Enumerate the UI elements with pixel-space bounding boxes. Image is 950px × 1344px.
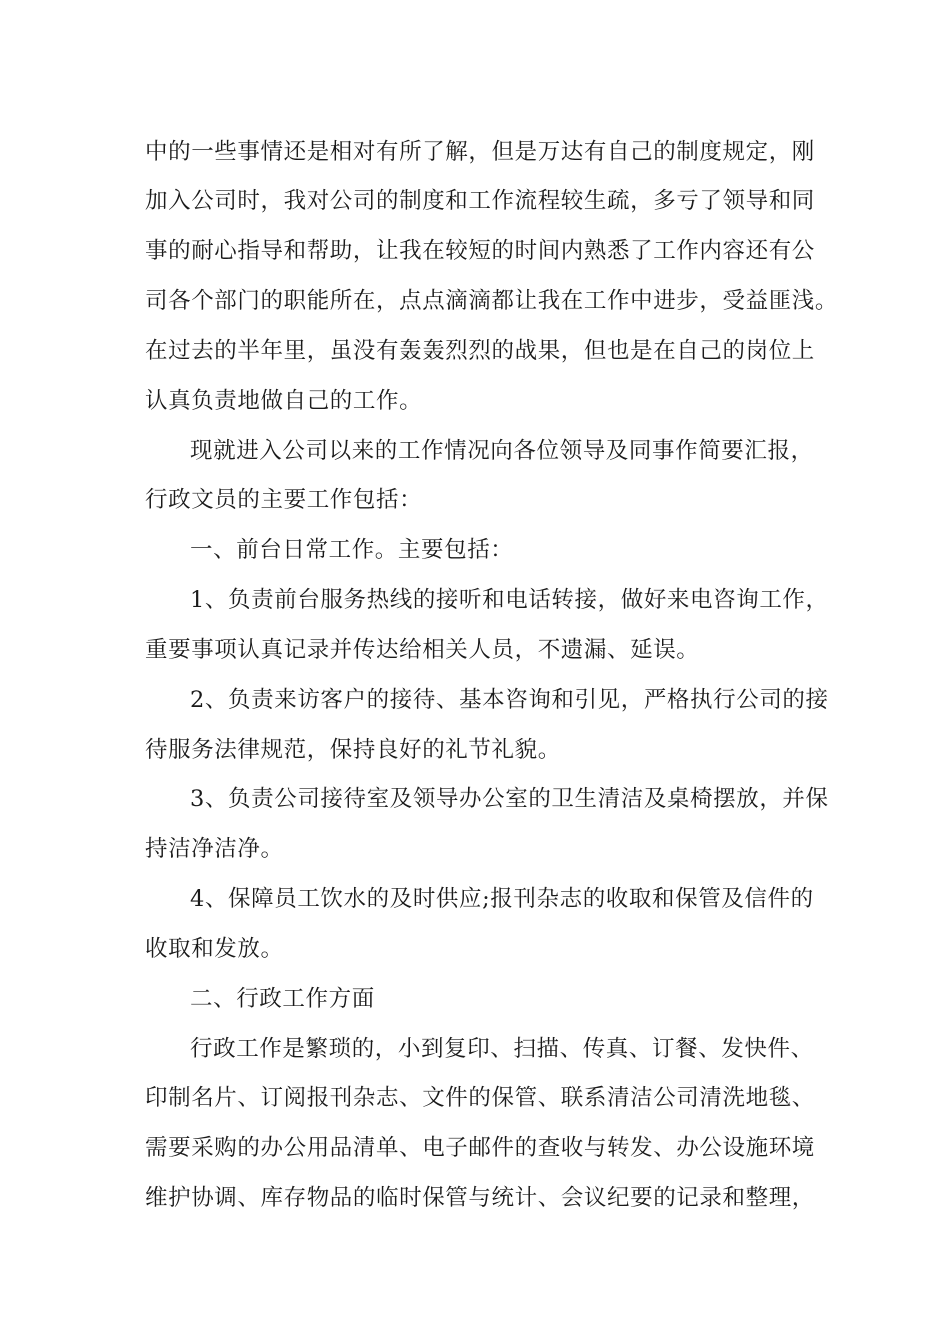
body-text-line: 持洁净洁净。 <box>145 836 284 862</box>
body-text-line: 维护协调、库存物品的临时保管与统计、会议纪要的记录和整理， <box>145 1185 815 1211</box>
body-text-line: 印制名片、订阅报刊杂志、文件的保管、联系清洁公司清洗地毯、 <box>145 1085 815 1111</box>
body-text-line: 事的耐心指导和帮助，让我在较短的时间内熟悉了工作内容还有公 <box>145 238 815 264</box>
body-text-line: 司各个部门的职能所在，点点滴滴都让我在工作中进步，受益匪浅。 <box>145 288 839 314</box>
body-text-line: 需要采购的办公用品清单、电子邮件的查收与转发、办公设施环境 <box>145 1135 815 1161</box>
paragraph-start-line: 行政工作是繁琐的，小到复印、扫描、传真、订餐、发快件、 <box>190 1036 814 1062</box>
paragraph-start-line: 现就进入公司以来的工作情况向各位领导及同事作简要汇报， <box>190 438 814 464</box>
body-text-line: 中的一些事情还是相对有所了解，但是万达有自己的制度规定，刚 <box>145 139 815 165</box>
list-item-line: 3、负责公司接待室及领导办公室的卫生清洁及桌椅摆放，并保 <box>190 786 829 812</box>
body-text-line: 认真负责地做自己的工作。 <box>145 388 423 414</box>
body-text-line: 重要事项认真记录并传达给相关人员，不遗漏、延误。 <box>145 637 700 663</box>
body-text-line: 收取和发放。 <box>145 936 284 962</box>
body-text-line: 待服务法律规范，保持良好的礼节礼貌。 <box>145 737 561 763</box>
list-item-line: 4、保障员工饮水的及时供应;报刊杂志的收取和保管及信件的 <box>190 886 814 912</box>
body-text-line: 行政文员的主要工作包括： <box>145 487 423 513</box>
list-item-line: 2、负责来访客户的接待、基本咨询和引见，严格执行公司的接 <box>190 687 829 713</box>
body-text-line: 在过去的半年里，虽没有轰轰烈烈的战果，但也是在自己的岗位上 <box>145 338 815 364</box>
section-heading: 一、前台日常工作。主要包括： <box>190 537 514 563</box>
section-heading: 二、行政工作方面 <box>190 986 375 1012</box>
body-text-line: 加入公司时，我对公司的制度和工作流程较生疏，多亏了领导和同 <box>145 188 815 214</box>
list-item-line: 1、负责前台服务热线的接听和电话转接，做好来电咨询工作， <box>190 587 829 613</box>
